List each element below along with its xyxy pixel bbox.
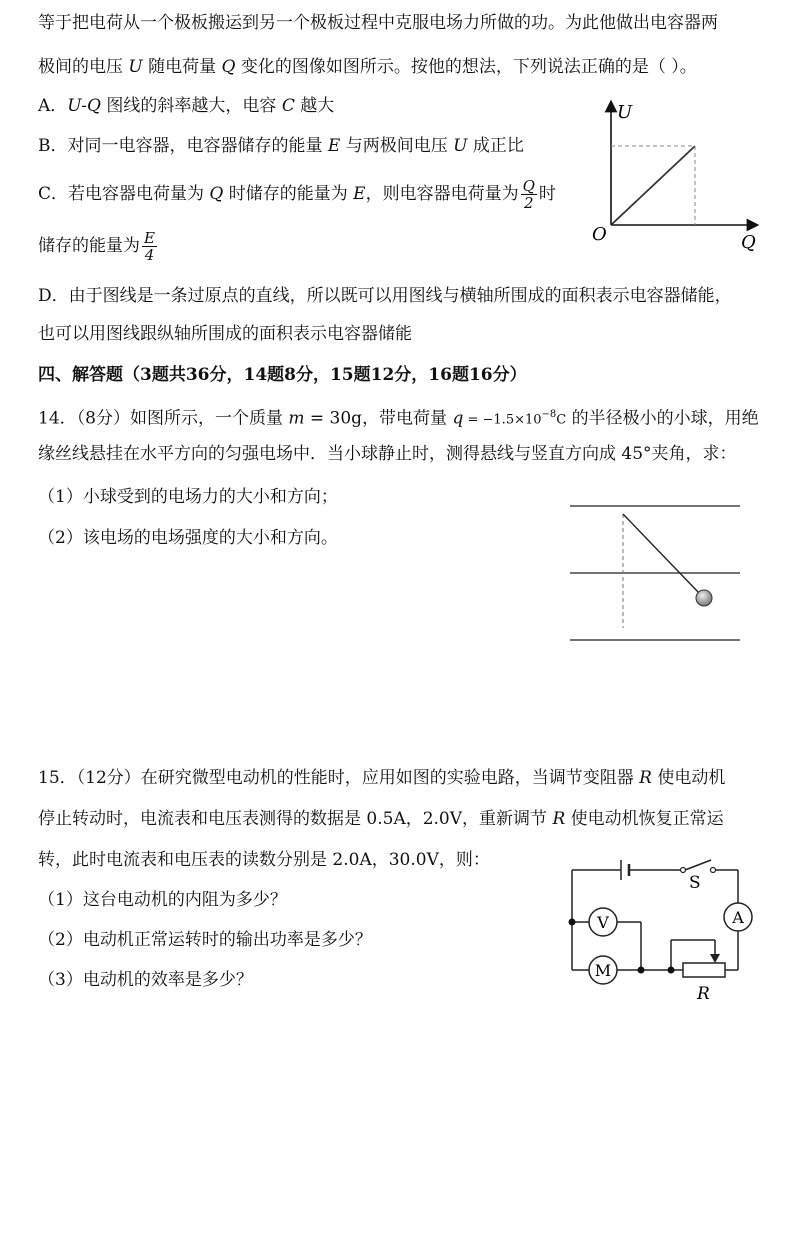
fraction-den: 2 — [523, 194, 534, 212]
intro-text-2c: 变化的图像如图所示。按他的想法，下列说法正确的是（ ）。 — [235, 57, 697, 77]
fraction-e-over-4 — [142, 230, 157, 263]
thread — [623, 514, 700, 594]
q15-line-3 — [38, 849, 490, 871]
fraction2-num: E — [144, 229, 155, 247]
junction-bottom-1 — [638, 967, 645, 974]
slider-arrowhead — [710, 954, 720, 963]
switch-contact-left — [681, 868, 686, 873]
option-b — [38, 135, 524, 157]
rheostat-body — [683, 963, 725, 977]
option-c-q: Q — [209, 184, 224, 204]
option-b-u: U — [453, 136, 468, 156]
q15-sub3-text: （3）电动机的效率是多少？ — [38, 970, 253, 990]
fraction-num: Q — [522, 177, 535, 195]
intro-text-2a: 极间的电压 — [38, 57, 129, 77]
option-d-line-2 — [38, 323, 412, 345]
switch-contact-right — [711, 868, 716, 873]
option-d-line-1 — [38, 285, 732, 307]
q15-text1a: 15．（12分）在研究微型电动机的性能时，应用如图的实验电路，当调节变阻器 — [38, 768, 640, 788]
charged-ball — [696, 590, 712, 606]
option-b-text: 与两极间电压 — [340, 136, 454, 156]
q14-sub2-text: （2）该电场的电场强度的大小和方向。 — [38, 528, 338, 548]
q15-sub1-text: （1）这台电动机的内阻为多少？ — [38, 890, 287, 910]
q14-unit: C — [556, 412, 567, 428]
q14-sub-1 — [38, 486, 338, 508]
option-a-var: U-Q — [67, 96, 101, 116]
option-a-end: 越大 — [294, 96, 335, 116]
intro-text-2b: 随电荷量 — [142, 57, 222, 77]
q15-line-1 — [38, 767, 725, 789]
fraction2-den: 4 — [144, 246, 155, 264]
uq-label-o: O — [592, 224, 607, 245]
option-c — [38, 176, 556, 212]
option-b-prefix: B．对同一电容器，电容器储存的能量 — [38, 136, 328, 156]
switch-label: S — [689, 873, 701, 893]
q15-text2a: 停止转动时，电流表和电压表测得的数据是 0.5A，2.0V，重新调节 — [38, 809, 553, 829]
uq-graph — [585, 100, 765, 260]
q15-sub2-text: （2）电动机正常运转时的输出功率是多少？ — [38, 930, 372, 950]
option-c-prefix: C．若电容器电荷量为 — [38, 184, 210, 204]
pendulum-figure — [568, 498, 748, 648]
q15-sub-3 — [38, 969, 253, 991]
q14-end: 的半径极小的小球，用绝 — [566, 408, 759, 429]
circuit-diagram — [565, 852, 765, 1002]
q14-sub1-text: （1）小球受到的电场力的大小和方向； — [38, 487, 338, 507]
option-c-line-2 — [38, 228, 159, 264]
uq-label-u: U — [617, 102, 633, 123]
q15-r1: R — [639, 768, 652, 788]
switch-blade — [685, 860, 711, 870]
q14-m: m — [288, 408, 305, 429]
option-c-line2-text: 储存的能量为 — [38, 236, 140, 256]
q15-sub-2 — [38, 929, 372, 951]
option-a-c: C — [281, 96, 295, 116]
intro-line-1 — [38, 12, 718, 34]
q14-line-1 — [38, 404, 759, 432]
option-d-text2: 也可以用图线跟纵轴所围成的面积表示电容器储能 — [38, 324, 412, 344]
section-title: 四、解答题（3题共36分，14题8分，15题12分，16题16分） — [38, 365, 527, 385]
option-c-text2: ，则电容器电荷量为 — [365, 184, 519, 204]
q15-r2: R — [552, 809, 566, 829]
q15-text2b: 使电动机恢复正常运 — [565, 809, 724, 829]
option-b-e: E — [327, 136, 341, 156]
option-b-end: 成正比 — [467, 136, 524, 156]
q15-line-2 — [38, 808, 724, 830]
option-d-text1: D．由于图线是一条过原点的直线，所以既可以用图线与横轴所围成的面积表示电容器储能， — [38, 286, 732, 306]
q15-text1b: 使电动机 — [651, 768, 726, 788]
junction-bottom-2 — [668, 967, 675, 974]
junction-left — [569, 919, 576, 926]
voltmeter-label: V — [597, 913, 609, 932]
q15-text3: 转，此时电流表和电压表的读数分别是 2.0A，30.0V，则： — [38, 850, 490, 870]
option-c-e: E — [353, 184, 366, 204]
option-a — [38, 95, 334, 117]
rheostat-label: R — [697, 984, 710, 1004]
option-c-end: 时 — [538, 184, 556, 204]
option-a-text: 图线的斜率越大，电容 — [101, 96, 282, 116]
q14-mid: ，带电荷量 — [362, 408, 453, 429]
q14-line-2 — [38, 443, 737, 465]
q14-prefix: 14．（8分）如图所示，一个质量 — [38, 408, 289, 429]
uq-label-q: Q — [741, 232, 756, 253]
q14-exponent: −8 — [541, 409, 557, 420]
option-c-text1: 时储存的能量为 — [223, 184, 354, 204]
q14-sub-2 — [38, 527, 338, 549]
q14-text2: 缘丝线悬挂在水平方向的匀强电场中．当小球静止时，测得悬线与竖直方向成 45°夹角，求： — [38, 444, 737, 464]
intro-text-1: 等于把电荷从一个极板搬运到另一个极板过程中克服电场力所做的功。为此他做出电容器两 — [38, 13, 718, 33]
var-q: Q — [221, 57, 236, 77]
var-u: U — [128, 57, 143, 77]
fraction-q-over-2 — [521, 178, 537, 211]
q14-q: q — [452, 408, 464, 429]
q15-sub-1 — [38, 889, 287, 911]
section-heading — [38, 364, 527, 386]
motor-label: M — [594, 961, 612, 980]
ammeter-label: A — [732, 908, 744, 927]
option-a-prefix: A． — [38, 96, 68, 116]
uq-line — [611, 146, 695, 225]
intro-line-2 — [38, 56, 697, 78]
q14-charge: = −1.5×10 — [463, 412, 542, 428]
q14-mass: = 30g — [304, 408, 363, 429]
